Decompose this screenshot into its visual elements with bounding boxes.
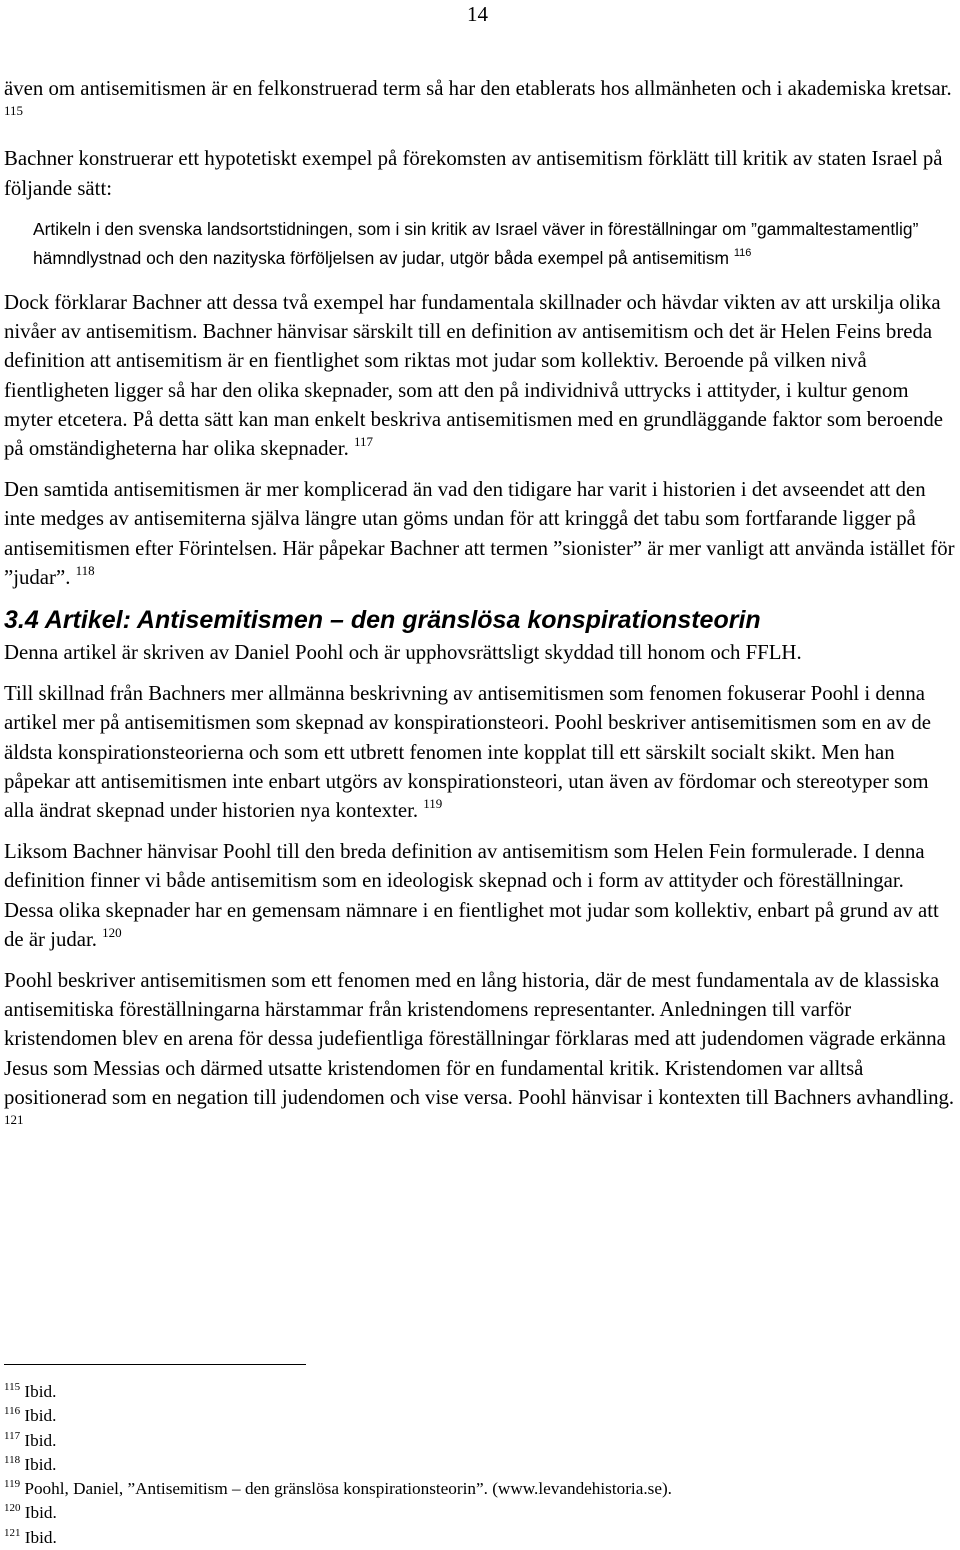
footnote-text: Poohl, Daniel, ”Antisemitism – den gränslösa konspirationsteorin”. (www.levandehistoria.se). <box>24 1479 672 1499</box>
footnote-text: Ibid. <box>24 1430 57 1450</box>
footnote-text: Ibid. <box>24 1503 57 1523</box>
section-heading: 3.4 Artikel: Antisemitismen – den gränslösa konspirationsteorin <box>4 606 761 635</box>
footnote-separator <box>4 1364 306 1365</box>
footnote-ref: 116 <box>733 247 752 260</box>
paragraph-text: Dock förklarar Bachner att dessa två exempel har fundamentala skillnader och hävdar vikten av att urskilja olika nivåer av antisemitism. Bachner hänvisar särskilt till en definition av antisemitism och det är Helen Feins breda definition att antisemitism är en fientlighet som riktas mot judar som kollektiv. Beroende på vilken nivå fientligheten ligger så har den olika skepnader, som att den på individnivå uttrycks i attityder, i kultur genom myter etcetera. På detta sätt kan man enkelt beskriva antisemitismen med en grundläggande faktor som beroende på omständigheterna har olika skepnader. <box>4 291 943 461</box>
footnote-ref: 117 <box>353 434 373 450</box>
footnote-ref: 120 <box>102 924 122 940</box>
paragraph-text: Poohl beskriver antisemitismen som ett fenomen med en lång historia, där de mest fundamentala av de klassiska antisemitiska föreställningarna härstammar från kristendomens representanter. Anledningen till varför kristendomen blev en arena för dessa judefientliga föreställningar förklaras med att judendomen vägrade erkänna Jesus som Messias och därmed utsatte kristendomen för en fundamental kritik. Kristendomen var alltså positionerad som en negation till judendomen och vise versa. Poohl hänvisar i kontexten till Bachners avhandling. <box>4 969 955 1109</box>
paragraph <box>4 74 956 132</box>
paragraph <box>4 966 956 1141</box>
footnote-number: 118 <box>4 1453 21 1466</box>
footnote-number: 115 <box>4 1381 21 1393</box>
paragraph: Denna artikel är skriven av Daniel Poohl och är upphovsrättsligt skyddad till honom och FFLH. <box>4 641 802 665</box>
footnote-text: Ibid. <box>24 1527 57 1547</box>
paragraph <box>4 288 956 463</box>
footnote-number: 119 <box>4 1478 21 1491</box>
footnote-ref: 121 <box>4 1112 24 1128</box>
paragraph-text: Till skillnad från Bachners mer allmänna beskrivning av antisemitismen som fenomen fokuserar Poohl i denna artikel mer på antisemitismen som skepnad av konspirationsteori. Poohl beskriver antisemitismen som en av de äldsta konspirationsteorierna och som ett utbrett fenomen inte kopplat till ett särskilt socialt skikt. Men han påpekar att antisemitismen inte enbart utgörs av konspirationsteori, utan även av fördomar och stereotyper som alla ändrat skepnad under historien nya kontexter. <box>4 682 932 823</box>
page-number: 14 <box>467 2 488 26</box>
footnote-number: 116 <box>4 1405 21 1418</box>
footnotes <box>4 1380 672 1550</box>
footnote-number: 117 <box>4 1429 21 1442</box>
footnote-number: 120 <box>4 1502 21 1515</box>
footnote-ref: 119 <box>423 796 443 812</box>
paragraph <box>4 837 956 954</box>
paragraph: Bachner konstruerar ett hypotetiskt exempel på förekomsten av antisemitism förklätt till kritik av staten Israel på följande sätt: <box>4 147 943 200</box>
footnote <box>4 1380 672 1404</box>
paragraph-text: även om antisemitismen är en felkonstruerad term så har den etablerats hos allmänheten och i akademiska kretsar. <box>4 77 952 100</box>
footnote-text: Ibid. <box>24 1454 57 1474</box>
footnote-ref: 118 <box>75 562 95 578</box>
paragraph-text: Liksom Bachner hänvisar Poohl till den breda definition av antisemitism som Helen Fein formulerade. I denna definition finner vi både antisemitism som en ideologisk skepnad och i form av attityder och föreställningar. Dessa olika skepnader har en gemensam nämnare i en fientlighet mot judar som kollektiv, enbart på grund av att de är judar. <box>4 840 939 951</box>
footnote <box>4 1526 672 1550</box>
footnote <box>4 1477 672 1501</box>
footnote <box>4 1501 672 1525</box>
footnote-ref: 115 <box>4 103 24 119</box>
body-text <box>4 74 956 1153</box>
footnote <box>4 1429 672 1453</box>
paragraph <box>4 475 956 592</box>
paragraph <box>4 679 956 825</box>
paragraph-text: Den samtida antisemitismen är mer komplicerad än vad den tidigare har varit i historien i det avseendet att den inte medges av antisemiterna själva längre utan göms undan för att kringgå det tabu som fortfarande ligger på antisemitismen efter Förintelsen. Här påpekar Bachner att termen ”sionister” är mer vanligt att använda istället för ”judar”. <box>4 478 955 589</box>
footnote-text: Ibid. <box>24 1406 57 1426</box>
footnote-number: 121 <box>4 1526 21 1539</box>
footnote <box>4 1404 672 1428</box>
footnote <box>4 1453 672 1477</box>
footnote-text: Ibid. <box>24 1382 57 1401</box>
block-quote <box>4 215 956 274</box>
quote-text: Artikeln i den svenska landsortstidningen, som i sin kritik av Israel väver in föreställningar om ”gammaltestamentlig” hämndlystnad och den nazityska förföljelsen av judar, utgör båda exempel på antisemitism <box>33 218 919 269</box>
